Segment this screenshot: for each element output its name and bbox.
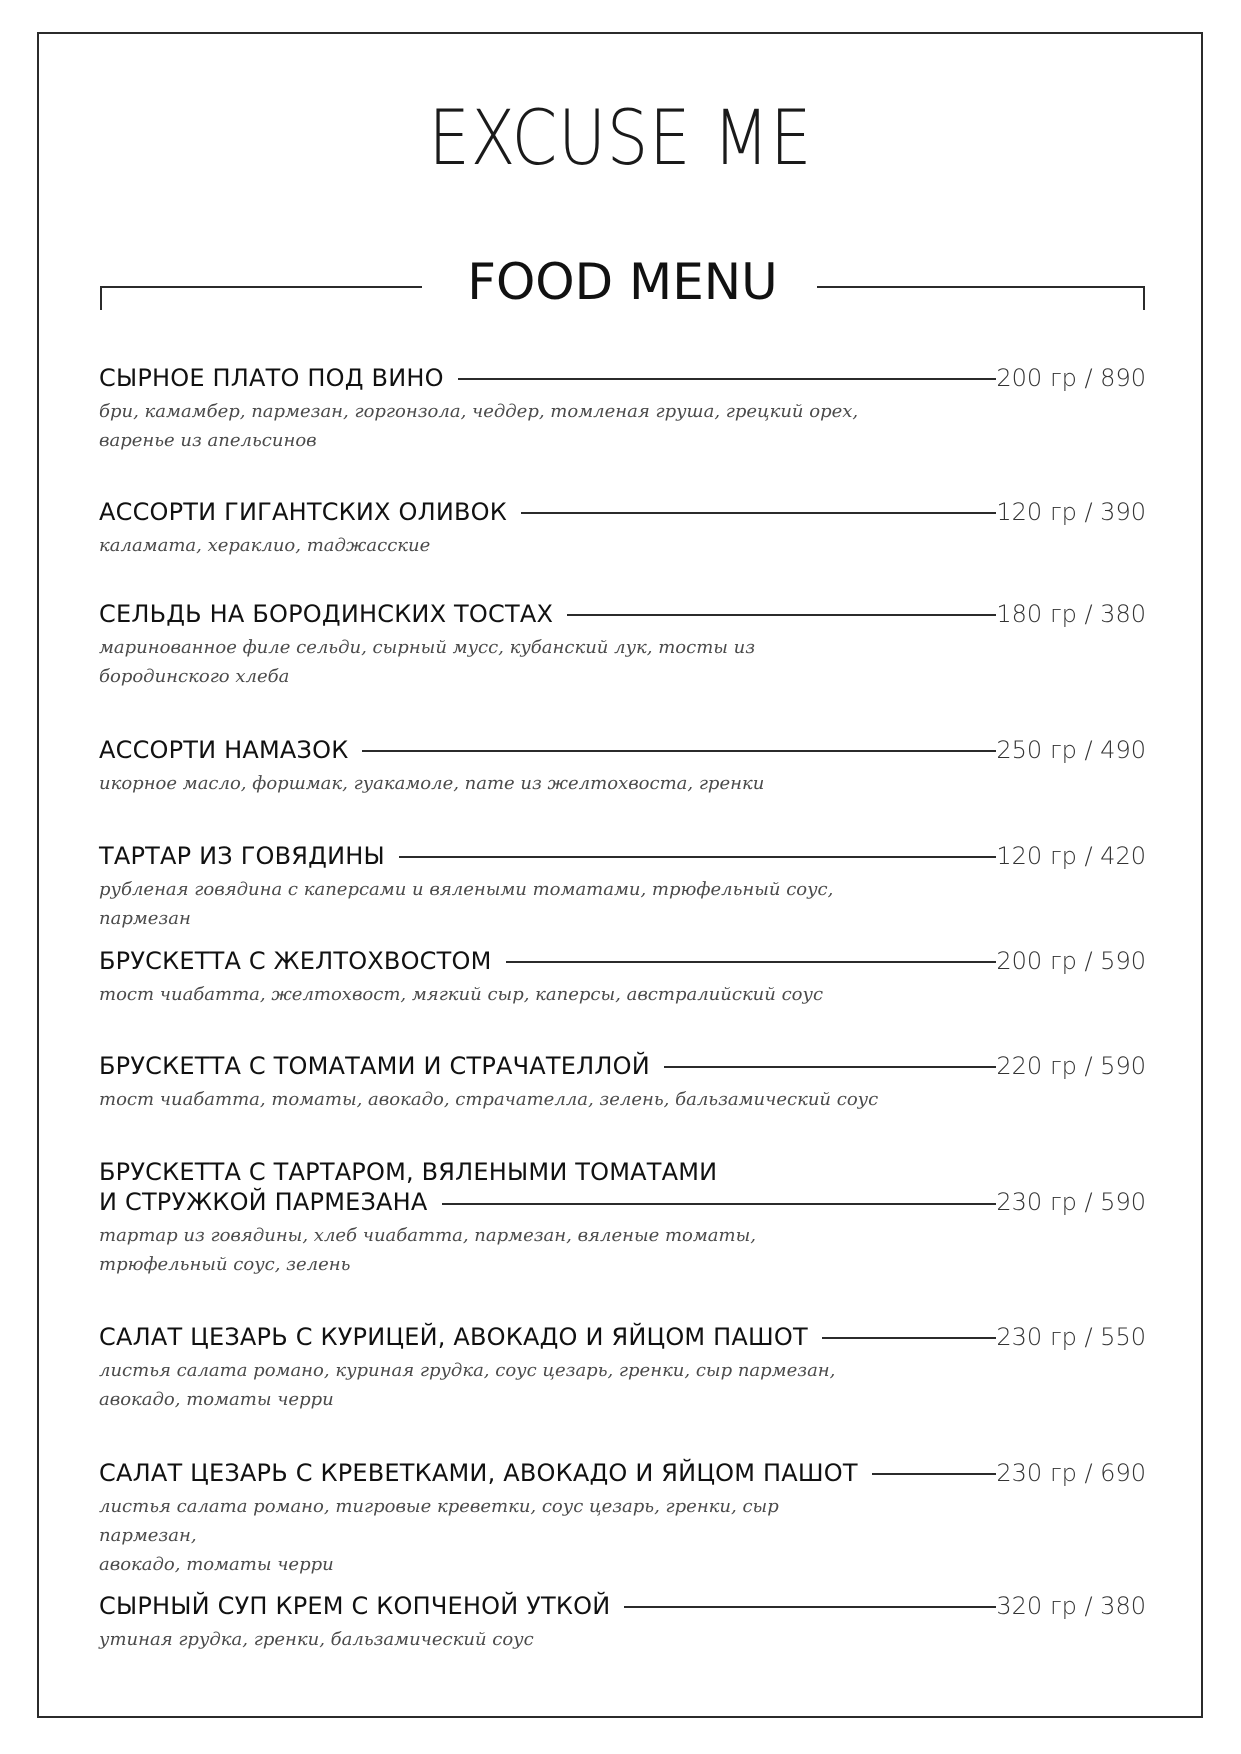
item-name: И СТРУЖКОЙ ПАРМЕЗАНА <box>99 1188 442 1216</box>
menu-item <box>99 1157 1146 1279</box>
description-line: каламата, хераклио, таджасские <box>99 535 431 556</box>
item-name: СЫРНОЕ ПЛАТО ПОД ВИНО <box>99 364 458 392</box>
item-price: 250 гр / 490 <box>996 736 1146 764</box>
leader-line <box>399 856 996 858</box>
description-line: бородинского хлеба <box>99 666 290 687</box>
item-price: 320 гр / 380 <box>996 1592 1146 1620</box>
description-line: трюфельный соус, зелень <box>99 1254 351 1275</box>
leader-line <box>567 614 996 616</box>
description-line: листья салата романо, тигровые креветки, соус цезарь, гренки, сыр пармезан, <box>99 1496 779 1546</box>
brand-title: EXCUSE ME <box>428 93 813 182</box>
item-description <box>99 1625 879 1654</box>
item-description <box>99 1085 879 1114</box>
description-line: бри, камамбер, пармезан, горгонзола, чеддер, томленая груша, грецкий орех, <box>99 401 859 422</box>
item-name: БРУСКЕТТА С ЖЕЛТОХВОСТОМ <box>99 947 506 975</box>
item-name-line1: БРУСКЕТТА С ТАРТАРОМ, ВЯЛЕНЫМИ ТОМАТАМИ <box>99 1157 799 1187</box>
item-price: 230 гр / 690 <box>996 1459 1146 1487</box>
menu-item <box>99 841 1146 933</box>
description-line: листья салата романо, куриная грудка, соус цезарь, гренки, сыр пармезан, <box>99 1360 836 1381</box>
item-name: БРУСКЕТТА С ТОМАТАМИ И СТРАЧАТЕЛЛОЙ <box>99 1052 664 1080</box>
menu-item <box>99 946 1146 1009</box>
leader-line <box>458 378 996 380</box>
item-description <box>99 397 879 455</box>
menu-item <box>99 1458 1146 1579</box>
item-description <box>99 1356 879 1414</box>
description-line: авокадо, томаты черри <box>99 1389 334 1410</box>
item-name: САЛАТ ЦЕЗАРЬ С КРЕВЕТКАМИ, АВОКАДО И ЯЙЦОМ ПАШОТ <box>99 1459 872 1487</box>
item-price: 230 гр / 550 <box>996 1323 1146 1351</box>
leader-line <box>822 1337 996 1339</box>
menu-item <box>99 1051 1146 1114</box>
leader-line <box>624 1606 996 1608</box>
item-price: 200 гр / 890 <box>996 364 1146 392</box>
leader-line <box>872 1473 996 1475</box>
menu-item <box>99 363 1146 455</box>
item-description <box>99 1221 879 1279</box>
item-name: ТАРТАР ИЗ ГОВЯДИНЫ <box>99 842 399 870</box>
leader-line <box>506 961 996 963</box>
description-line: утиная грудка, гренки, бальзамический соус <box>99 1629 534 1650</box>
item-price: 120 гр / 390 <box>996 498 1146 526</box>
description-line: рубленая говядина с каперсами и вялеными томатами, трюфельный соус, пармезан <box>99 879 834 929</box>
item-name: АССОРТИ ГИГАНТСКИХ ОЛИВОК <box>99 498 521 526</box>
item-description <box>99 875 879 933</box>
menu-item <box>99 735 1146 798</box>
item-price: 120 гр / 420 <box>996 842 1146 870</box>
item-name: САЛАТ ЦЕЗАРЬ С КУРИЦЕЙ, АВОКАДО И ЯЙЦОМ ПАШОТ <box>99 1323 822 1351</box>
item-description <box>99 531 879 560</box>
item-description <box>99 769 879 798</box>
item-price: 220 гр / 590 <box>996 1052 1146 1080</box>
description-line: варенье из апельсинов <box>99 430 317 451</box>
description-line: тост чиабатта, томаты, авокадо, страчателла, зелень, бальзамический соус <box>99 1089 879 1110</box>
leader-line <box>442 1203 996 1205</box>
item-price: 180 гр / 380 <box>996 600 1146 628</box>
item-name: СЫРНЫЙ СУП КРЕМ С КОПЧЕНОЙ УТКОЙ <box>99 1592 624 1620</box>
menu-item <box>99 599 1146 691</box>
item-name: АССОРТИ НАМАЗОК <box>99 736 362 764</box>
menu-heading-row <box>100 252 1145 312</box>
menu-item <box>99 1591 1146 1654</box>
menu-item <box>99 497 1146 560</box>
leader-line <box>362 750 996 752</box>
leader-line <box>521 512 996 514</box>
menu-heading: FOOD MENU <box>467 253 778 311</box>
description-line: тартар из говядины, хлеб чиабатта, пармезан, вяленые томаты, <box>99 1225 756 1246</box>
item-name: СЕЛЬДЬ НА БОРОДИНСКИХ ТОСТАХ <box>99 600 567 628</box>
leader-line <box>664 1066 996 1068</box>
menu-item <box>99 1322 1146 1414</box>
description-line: икорное масло, форшмак, гуакамоле, пате из желтохвоста, гренки <box>99 773 765 794</box>
description-line: авокадо, томаты черри <box>99 1554 334 1575</box>
description-line: маринованное филе сельди, сырный мусс, кубанский лук, тосты из <box>99 637 756 658</box>
description-line: тост чиабатта, желтохвост, мягкий сыр, каперсы, австралийский соус <box>99 984 824 1005</box>
item-price: 230 гр / 590 <box>996 1188 1146 1216</box>
item-price: 200 гр / 590 <box>996 947 1146 975</box>
item-description <box>99 980 879 1009</box>
item-description <box>99 633 879 691</box>
item-description <box>99 1492 879 1579</box>
